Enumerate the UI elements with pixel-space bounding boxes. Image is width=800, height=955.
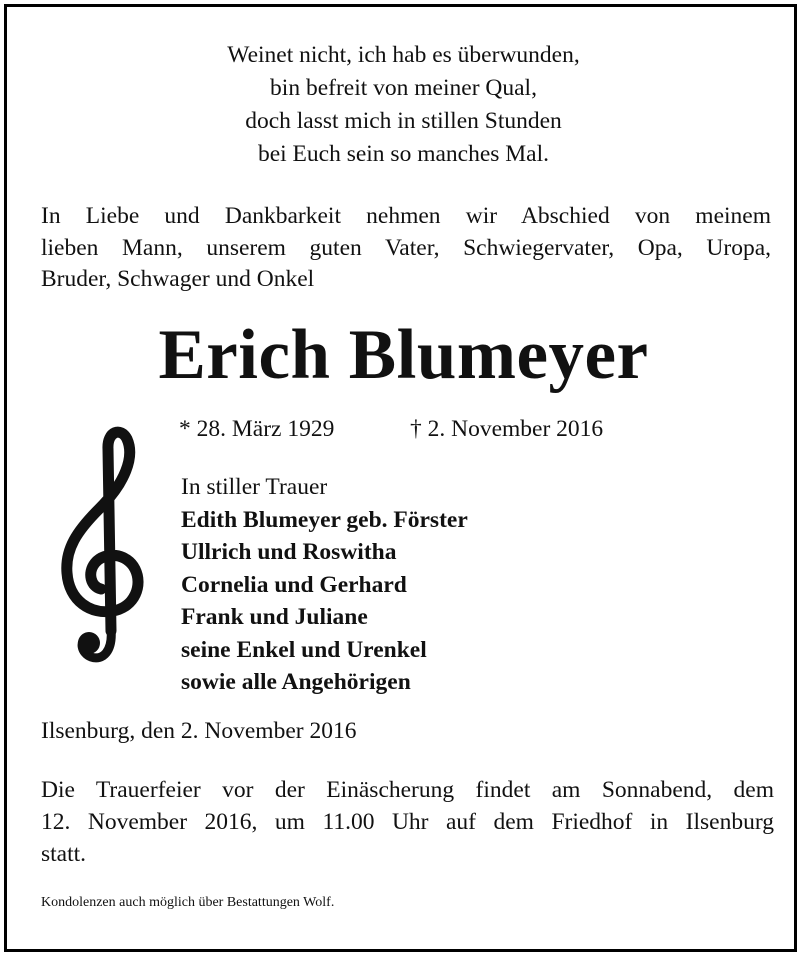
mourners-block <box>181 471 468 699</box>
mourner-line: Frank und Juliane <box>181 604 368 630</box>
intro-line: Bruder, Schwager und Onkel <box>41 266 315 292</box>
intro-text <box>41 201 771 296</box>
poem-line: Weinet nicht, ich hab es überwunden, <box>227 42 580 68</box>
service-line: Die Trauerfeier vor der Einäscherung findet am Sonnabend, dem <box>41 777 774 803</box>
mourner-line: Ullrich und Roswitha <box>181 539 397 565</box>
service-info <box>41 774 774 870</box>
mourner-line: sowie alle Angehörigen <box>181 669 411 695</box>
place-date: Ilsenburg, den 2. November 2016 <box>41 718 357 744</box>
treble-clef-icon <box>59 425 147 671</box>
mourning-intro: In stiller Trauer <box>181 474 328 500</box>
mourner-line: Cornelia und Gerhard <box>181 571 407 598</box>
intro-line: lieben Mann, unserem guten Vater, Schwiegervater, Opa, Uropa, <box>41 234 771 261</box>
poem <box>7 39 800 171</box>
service-line: statt. <box>41 841 87 867</box>
poem-line: bei Euch sein so manches Mal. <box>257 141 550 167</box>
service-line: 12. November 2016, um 11.00 Uhr auf dem Friedhof in Ilsenburg <box>41 809 774 835</box>
birth-date: * 28. März 1929 <box>179 416 335 442</box>
deceased-name: Erich Blumeyer <box>158 316 649 394</box>
intro-line: In Liebe und Dankbarkeit nehmen wir Abschied von meinem <box>41 203 771 229</box>
condolence-note: Kondolenzen auch möglich über Bestattungen Wolf. <box>41 895 335 910</box>
poem-line: doch lasst mich in stillen Stunden <box>245 108 562 134</box>
obituary-frame <box>4 4 797 952</box>
death-date: † 2. November 2016 <box>410 416 604 442</box>
mourner-line: seine Enkel und Urenkel <box>181 636 427 663</box>
mourner-line: Edith Blumeyer geb. Förster <box>181 506 468 533</box>
poem-line: bin befreit von meiner Qual, <box>270 75 537 101</box>
